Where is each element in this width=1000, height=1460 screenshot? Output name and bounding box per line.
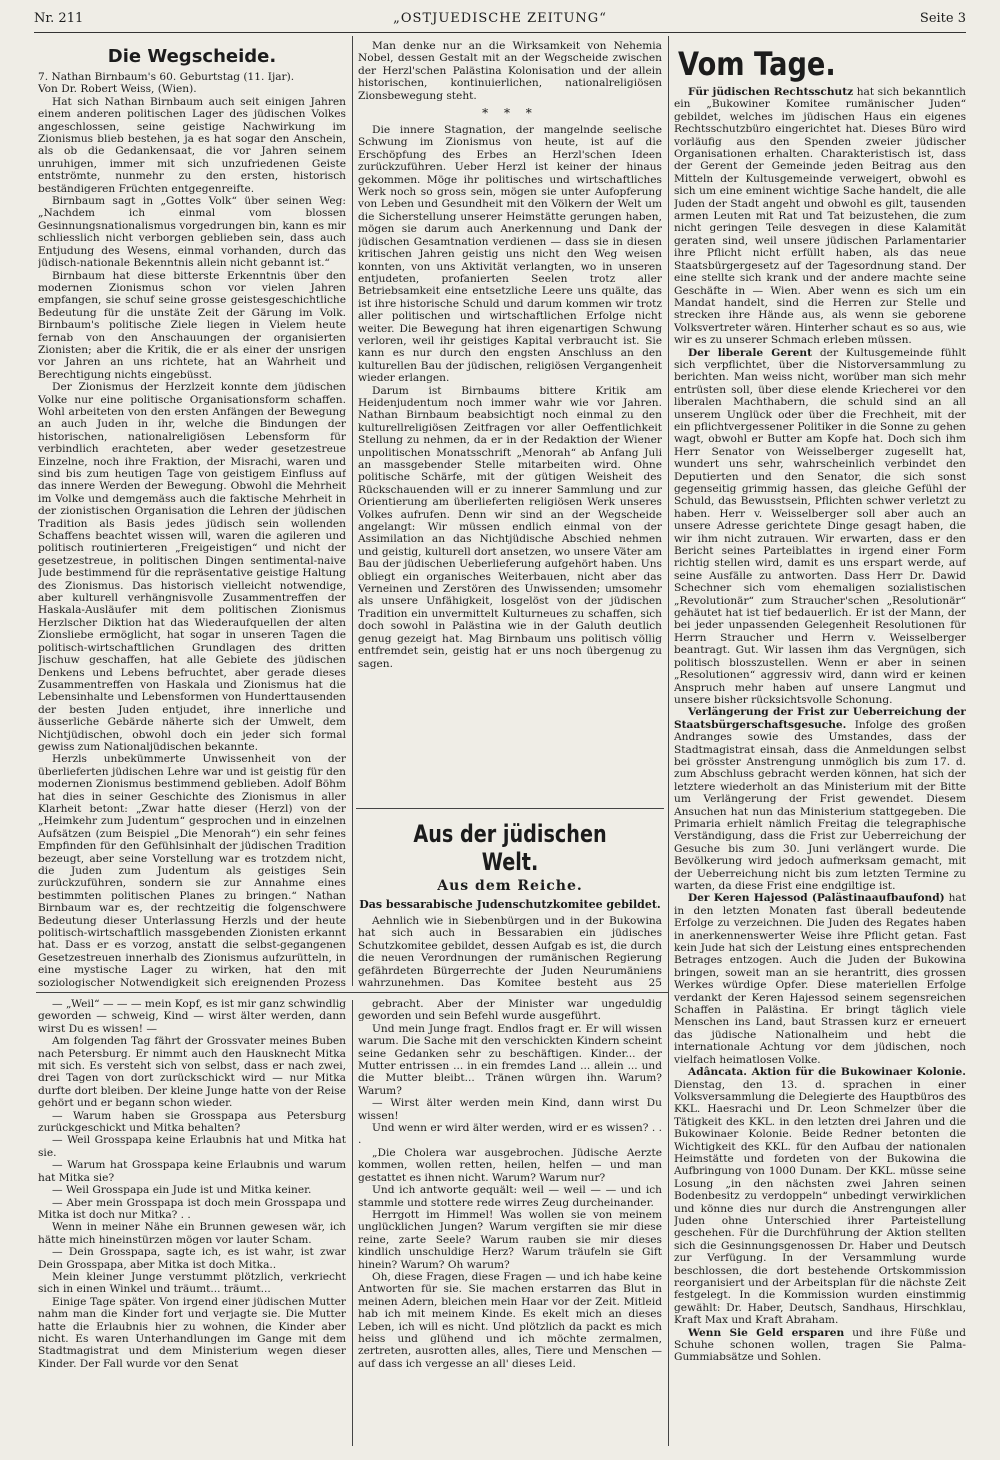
feuilleton-paragraph: Herrgott im Himmel! Was wollen sie von meinem unglücklichen Jungen? Warum vergiften sie mir diese reine, zarte Seele? Warum rauben sie mir dieses kindlich unschuldige Herz? Warum träufeln sie Gift hinein? Warum? Oh warum?: [358, 1208, 662, 1271]
feuilleton-right: [358, 998, 662, 1450]
news-item: Für jüdischen Rechtsschutz hat sich bekanntlich ein „Bukowiner Komitee rumänischer Juden“ gebildet, welches im jüdischen Haus ein eigenes Rechtsschutzbüro eingerichtet hat. Dieses Büro wird vorläufig aus den Spenden zweier jüdischer Organisationen erhalten. Charakteristisch ist, dass der Gerent der Gemeinde jeden Beitrag aus den Mitteln der Kultusgemeinde verweigert, obwohl es sich um eine eminent wichtige Sache handelt, die alle Juden der Stadt angeht und obwohl es gilt, tausenden armen Leuten mit Rat und Tat beizustehen, die zum nicht geringen Teile desvegen in diese Kalamität geraten sind, weil unsere jüdischen Parlamentarier ihre Pflicht nicht erfüllt haben, als das neue Staatsbürgergesetz auf der Tagesordnung stand. Der eine stellte sich krank und der andere machte seine Geschäfte in — Wien. Aber wenn es sich um ein Mandat handelt, sind die Herren zur Stelle und strecken ihre Hände aus, als wenn sie geborene Volksvertreter wären. Hinterher schaut es so aus, wie wir es zu unserer Schmach erleben müssen.: [674, 86, 966, 347]
article-paragraph: Birnbaum hat diese bitterste Erkenntnis über den modernen Zionismus schon vor vielen Jahren empfangen, sie schuf seine grosse geistesgeschichtliche Bedeutung für die unstäte Zeit der Gärung im Volk. Birnbaum's politische Ziele liegen in Vielem heute fernab von den Anschauungen der organisierten Zionisten; aber die Kritik, die er als einer der unsrigen vor Jahren an uns richtete, hat an Wahrheit und Berechtigung nichts eingebüsst.: [38, 269, 346, 381]
vom-tage-section: [674, 40, 966, 1450]
feuilleton-paragraph: Einige Tage später. Von irgend einer jüdischen Mutter nahm man die Kinder fort und verjagte sie. Die Mutter hatte die Erlaubnis hier zu wohnen, die Kinder aber nicht. Es waren Unterhandlungen im Gange mit dem Stadtmagistrat und dem Ministerium wegen dieser Kinder. Der Fall wurde vor den Senat: [38, 1295, 346, 1370]
article-paragraph: Birnbaum sagt in „Gottes Volk“ über seinen Weg: „Nachdem ich einmal vom blossen Gesinnungsnationalismus vorgedrungen bin, kann es mir schliesslich nicht verborgen geblieben sein, dass auch Entjudung des Wesens, einmal vorhanden, durch das jüdisch-nationale Bekenntnis allein nicht gebannt ist.“: [38, 195, 346, 270]
feuilleton-paragraph: Und ich antworte gequält: weil — weil — — und ich stammle und stottere rede wirres Zeug durcheinander.: [358, 1184, 662, 1209]
article-subtitle: 7. Nathan Birnbaum's 60. Geburtstag (11. Ijar).: [38, 71, 295, 83]
wegscheide-continuation: [358, 40, 662, 810]
item-heading: Verlängerung der Frist zur Ueberreichung der Staatsbürgerschaftsgesuche.: [674, 706, 966, 731]
column-rule: [668, 36, 669, 1446]
feuilleton-paragraph: Und wenn er wird älter werden, wird er es wissen? . . .: [358, 1122, 662, 1147]
section-heading: Aus der jüdischen Welt.: [413, 820, 607, 876]
article-paragraph: Darum ist Birnbaums bittere Kritik am Heidenjudentum noch immer wahr wie vor Jahren. Nathan Birnbaum beabsichtigt noch einmal zu den kulturellreligiösen Zeitfragen vor aller Oeffentlichkeit Stellung zu nehmen, da er in der Redaktion der Wiener unpolitischen Monatsschrift „Menorah“ ab Anfang Juli an massgebender Stelle mitarbeiten wird. Ohne politische Schärfe, mit der gütigen Weisheit des Rückschauenden will er zu innerer Sammlung und zur Orientierung am überlieferten religiösen Werk unseres Volkes aufrufen. Denn wir sind an der Wegscheide angelangt: Wir müssen endlich einmal von der Assimilation an das Nichtjüdische Abschied nehmen und geistig, kulturell dort ansetzen, wo unsere Väter am Bau der jüdischen Ueberlieferung aufgehört haben. Uns obliegt ein organisches Weiterbauen, nicht aber das Verneinen und Zerstören des Unwissenden; umsomehr als unsere Unfähigkeit, losgelöst von der jüdischen Tradition ein unvermittelt Kulturneues zu schaffen, sich doch sowohl in Palästina wie in der Galuth deutlich genug gezeigt hat. Mag Birnbaum uns politisch völlig entfremdet sein, geistig hat er uns noch übergenug zu sagen.: [358, 384, 662, 670]
feuilleton-paragraph: — Warum haben sie Grosspapa aus Petersburg zurückgeschickt und Mitka behalten?: [38, 1109, 346, 1135]
section-stars: * * *: [482, 106, 538, 121]
feuilleton-paragraph: Oh, diese Fragen, diese Fragen — und ich habe keine Antworten für sie. Sie machen erstarren das Blut in meinen Adern, bleichen mein Haar vor der Zeit. Mitleid hab ich mit meinem Kinde. Es ekelt mich an dieses Leben, ich will es nicht. Und plötzlich da packt es mich heiss und glühend und ich möchte zermalmen, zertreten, ausrotten alles, alles, Tiere und Menschen — auf dass ich vergesse an all' dieses Leid.: [358, 1270, 662, 1370]
section-subheading: Aus dem Reiche.: [437, 878, 583, 894]
news-item: Der liberale Gerent der Kultusgemeinde fühlt sich verpflichtet, über die Nistorversammlung zu berichten. Man weiss nicht, worüber man sich mehr entrüsten soll, über diese elende Kriecherei vor den liberalen Machthabern, die schuld sind an all unserem Unglück oder über die Frechheit, mit der ein pflichtvergessener Politiker in die Sonne zu gehen wagt, obwohl er Butter am Kopfe hat. Doch sich ihm Herr Senator von Weisselberger zugesellt hat, wundert uns sehr, wahrscheinlich verbindet den Deputierten und den Senator, die sich sonst gegenseitig grimmig hassen, das gleiche Gefühl der Schuld, das Bewusstsein, Pflichten schwer verletzt zu haben. Herr v. Weisselberger soll aber auch an unsere Adresse gerichtete Dinge gesagt haben, die wir ihm nicht zutrauen. Wir erwarten, dass er den Bericht seines Parteiblattes in irgend einer Form richtig stellen wird, damit es uns erspart werde, auf seine Ausfälle zu antworten. Dass Herr Dr. Dawid Schechner sich vom ehemaligen sozialistischen „Revolutionär“ zum Straucher'schen „Resolutionär“ gehäutet hat ist tief bedauerlich. Er ist der Mann, der bei jeder unpassenden Gelegenheit Resolutionen für Herrn Straucher und Herrn v. Weisselberger beantragt. Gut. Wir lassen ihm das Vergnügen, sich politisch blosszustellen. Wenn er aber in seinen „Resolutionen“ aggressiv wird, dann wird er keinen Anspruch mehr haben auf unsere Langmut und unsere bisher rücksichtsvolle Schonung.: [674, 346, 966, 706]
column-rule: [352, 1000, 353, 1446]
feuilleton-paragraph: — Dein Grosspapa, sagte ich, es ist wahr, ist zwar Dein Grosspapa, aber Mitka ist doch Mitka..: [38, 1246, 346, 1271]
feuilleton-paragraph: Und mein Junge fragt. Endlos fragt er. Er will wissen warum. Die Sache mit den verschickten Kindern scheint seine Gedanken sehr zu beschäftigen. Kinder... der Mutter entrissen ... in ein fremdes Land ... allein ... und die Mutter bleibt... Tränen würgen ihn. Warum? Warum?: [358, 1022, 662, 1097]
feuilleton-paragraph: — Weil Grosspapa ein Jude ist und Mitka keiner.: [52, 1184, 312, 1197]
column-rule: [352, 36, 353, 986]
section-heading: Vom Tage.: [678, 45, 836, 83]
item-heading: Wenn Sie Geld ersparen: [688, 1326, 845, 1339]
article-paragraph: Hat sich Nathan Birnbaum auch seit einigen Jahren einem anderen politischen Lager des jüdischen Volkes angeschlossen, seine geistige Nachwirkung im Zionismus blieb bestehen, ja es hat sogar den Anschein, als ob die Gedankensaat, die vor Jahren seinem unruhigen, immer mit sich unzufriedenen Geiste entströmte, nunmehr zu den ersten, historisch beständigeren Früchten entgegenreifte.: [38, 95, 346, 195]
article-paragraph: Der Zionismus der Herzlzeit konnte dem jüdischen Volke nur eine politische Organisationsform schaffen. Wohl arbeiteten von den ersten Anfängen der Bewegung an auch Juden in ihr, welche die Bindungen der historischen, nationalreligiösen Lebensform für verbindlich erachteten, aber weder gesetzestreue Einzelne, noch ihre Fraktion, der Misrachi, waren und sind bis zum heutigen Tage von geistigem Einfluss auf das innere Werden der Bewegung. Obwohl die Mehrheit im Volke und demgemäss auch die faktische Mehrheit in der zionistischen Organisation die Lehren der jüdischen Tradition als Basis jedes jüdisch sein wollenden Schaffens beachtet wissen will, waren die agileren und politisch routinierteren „Freigeistigen“ und nicht der gesetzestreue, in politischen Dingen sentimental-naive Jude bestimmend für die repräsentative geistige Haltung des Zionismus. Das historisch vielleicht notwendige, aber kulturell verhängnisvolle Zusammentreffen der Haskala-Ausläufer mit dem politischen Zionismus Herzlscher Diktion hat das Wiederaufquellen der alten Zionsliebe ermöglicht, hat sogar in unseren Tagen die politisch-wirtschaftlichen Grundlagen des dritten Jischuw geschaffen, hat alle Gebiete des jüdischen Denkens und Lebens befruchtet, aber gerade dieses Zusammentreffen von Haskala und Zionismus hat die Lebensinhalte und Lebensformen von Hunderttausenden der besten Juden entjudet, ihre innerliche und äusserliche Gebärde näherte sich der Umwelt, dem Nichtjüdischen, obwohl doch ein jeder sich formal gewiss zum Nationaljüdischen bekannte.: [38, 381, 346, 753]
wegscheide-article: [38, 40, 346, 990]
feuilleton-paragraph: — Aber mein Grosspapa ist doch mein Grosspapa und Mitka ist doch nur Mitka? . .: [38, 1196, 346, 1221]
newspaper-title: „OSTJUEDISCHE ZEITUNG“: [393, 11, 607, 26]
news-item: Adâncata. Aktion für die Bukowinaer Kolonie. Dienstag, den 13. d. sprachen in einer Volksversammlung die Delegierte des Hauptbüros des KKL. Haesrachi und Dr. Leon Schmelzer über die Tätigkeit des KKL. in den letzten drei Jahren und die Bukowinaer Kolonie. Beide Redner betonten die Wichtigkeit des KKL. für den Aufbau der nationalen Heimstätte und fordeten von der Bukowina die Aufbringung von 1000 Dunam. Der KKL. müsse seine Losung „in den nächsten zwei Jahren seinen Bodenbesitz zu verdoppeln“ unbedingt verwirklichen und könne dies nur durch die Anstrengungen aller Juden ohne Unterschied ihrer Parteistellung geschehen. Für die Durchführung der Aktion stellten sich die Gesinnungsgenossen Dr. Haber und Deutsch zur Verfügung. In der Versammlung wurde beschlossen, die dort bestehende Ortskommission reorganisiert und der Arbeitsplan für die nächste Zeit festgelegt. In die Kommission wurden einstimmig gewählt: Dr. Haber, Deutsch, Sandhaus, Hirschklau, Kraft Max und Kraft Abraham.: [674, 1066, 966, 1327]
page-header: [34, 6, 966, 33]
article-paragraph: Die innere Stagnation, der mangelnde seelische Schwung im Zionismus von heute, ist auf die Erschöpfung des Erbes an Herzl'schen Ideen zurückzuführen. Ueber Herzl ist keiner der hinaus gekommen. Möge ihr politisches und wirtschaftliches Werk noch so gross sein, mögen sie unter Aufopferung von Leben und Gesundheit mit den Völkern der Welt um die Sicherstellung unserer Heimstätte gerungen haben, mögen sie darum auch Anerkennung und Dank der jüdischen Gesamtnation verdienen — dass sie in diesen kritischen Jahren geistig uns nicht den Weg weisen konnten, von uns Aktivität verlangten, wo in unseren entjudeten, profanierten Seelen trotz aller Betriebsamkeit eine entsetzliche Leere uns quälte, das ist ihre historische Schuld und darum kommen wir trotz aller politischen und wirtschaftlichen Erfolge nicht weiter. Die Bewegung hat ihren eigenartigen Schwung verloren, weil ihr geistiges Kapital verbraucht ist. Sie kann es nur durch den engsten Anschluss an den kulturellen Bau der jüdischen, religiösen Vergangenheit wieder erlangen.: [358, 124, 662, 385]
item-heading: Das bessarabische Judenschutzkomitee gebildet.: [359, 898, 661, 911]
feuilleton-paragraph: — „Weil“ — — — mein Kopf, es ist mir ganz schwindlig geworden — schweig, Kind — wirst älter werden, dann wirst Du es wissen! —: [38, 998, 346, 1035]
feuilleton-paragraph: Am folgenden Tag fährt der Grossvater meines Buben nach Petersburg. Er nimmt auch den Hausknecht Mitka mit sich. Es versteht sich von selbst, dass er nach zwei, drei Tagen von dort zurückschickt wird — nur Mitka durfte dort bleiben. Der kleine Junge hatte von der Reise gehört und er begann schon wieder.: [38, 1035, 346, 1110]
page-number: Seite 3: [919, 11, 966, 26]
feuilleton-paragraph: — Wirst älter werden mein Kind, dann wirst Du wissen!: [358, 1097, 662, 1122]
article-byline: Von Dr. Robert Weiss, (Wien).: [38, 83, 197, 96]
item-heading: Adâncata. Aktion für die Bukowinaer Kolonie.: [688, 1066, 966, 1079]
feuilleton-left: [38, 998, 346, 1450]
article-paragraph: Aehnlich wie in Siebenbürgen und in der Bukowina hat sich auch in Bessarabien ein jüdisches Schutzkomitee gebildet, dessen Aufgab es ist, die durch die neuen Verordnungen der rumänischen Regierung gefährdeten Bürgerrechte der Juden Neurumäniens wahrzunehmen. Das Komitee besteht aus 25: [358, 915, 662, 990]
issue-number: Nr. 211: [34, 11, 84, 26]
feuilleton-paragraph: Mein kleiner Junge verstummt plötzlich, verkriecht sich in einen Winkel und träumt... träumt...: [38, 1270, 346, 1296]
item-heading: Für jüdischen Rechtsschutz: [688, 86, 854, 98]
feuilleton-paragraph: gebracht. Aber der Minister war ungeduldig geworden und sein Befehl wurde ausgeführt.: [358, 998, 662, 1023]
item-heading: Der Keren Hajessod (Palästinaaufbaufond): [688, 892, 945, 905]
feuilleton-paragraph: „Die Cholera war ausgebrochen. Jüdische Aerzte kommen, wollen retten, heilen, helfen — und man gestattet es ihnen nicht. Warum? Warum nur?: [358, 1146, 662, 1184]
feuilleton-paragraph: Wenn in meiner Nähe ein Brunnen gewesen wär, ich hätte mich hineinstürzen mögen vor lauter Scham.: [38, 1221, 346, 1246]
news-item: Verlängerung der Frist zur Ueberreichung der Staatsbürgerschaftsgesuche. Infolge des großen Andranges sowie des Umstandes, dass der Stadtmagistrat einsah, dass die Anmeldungen selbst bei grösster Anstrengung unmöglich bis zum 17. d. zum Abschluss gebracht werden können, hat sich der letztere wiederholt an das Ministerium mit der Bitte um Verlängerung der Frist gewendet. Diesem Ansuchen hat nun das Ministerium stattgegeben. Die Primaria erhielt nämlich Freitag die telegraphische Verständigung, dass die Frist zur Ueberreichung der Gesuche bis zum 30. Juni verlängert wurde. Die Bevölkerung wird jedoch aufmerksam gemacht, mit der Ueberreichung nicht bis zum letzten Termine zu warten, da diese Frist eine endgiltige ist.: [674, 706, 966, 892]
feuilleton-paragraph: — Weil Grosspapa keine Erlaubnis hat und Mitka hat sie.: [38, 1134, 346, 1159]
news-item: Der Keren Hajessod (Palästinaaufbaufond) hat in den letzten Monaten fast überall bedeutende Erfolge zu verzeichnen. Die Juden des Regates haben in anerkennenswerter Weise ihre Pflicht getan. Fast kein Jude hat sich der Leistung eines entsprechenden Betrages entzogen. Auch die Juden der Bukowina bringen, soweit man an sie herantritt, dies grossen Werkes würdige Opfer. Diese materiellen Erfolge verdankt der Keren Hajessod seinem segensreichen Schaffen in Palästina. Er bringt täglich viele Menschen ins Land, baut Strassen kurz er erneuert das jüdische Nationalheim und hebt die internationale Achtung vor dem jüdischen, noch vielfach heimatlosen Volke.: [674, 892, 966, 1066]
item-heading: Der liberale Gerent: [688, 346, 813, 359]
article-paragraph: Herzls unbekümmerte Unwissenheit von der überlieferten jüdischen Lehre war und ist geistig für den modernen Zionismus bestimmend geblieben. Adolf Böhm hat dies in seiner Geschichte des Zionismus in aller Klarheit betont: „Zwar hatte dieser (Herzl) von der „Heimkehr zum Judentum“ gesprochen und in einzelnen Aufsätzen (zum Beispiel „Die Menorah“) ein sehr feines Empfinden für den Gefühlsinhalt der jüdischen Tradition bezeugt, aber seine Vorstellung war es trotzdem nicht, die Juden zum Judentum als geistiges Sein zurückzuführen, sondern sie zur Annahme eines bestimmten politischen Planes zu bringen.“ Nathan Birnbaum war es, der rechtzeitig die folgenschwere Bedeutung dieser Unterlassung Herzls und der heute politisch-wirtschaftlich massgebenden Zionisten erkannt hat. Dass er es vorzog, anstatt die selbst-gegangenen Gesetzestreuen innerhalb des Zionismus aufzurütteln, in eine mystische Lager zu wirken, hat den mit soziologischer Notwendigkeit sich ereignenden Prozess: [38, 753, 346, 989]
article-title: Die Wegscheide.: [107, 46, 277, 67]
juedische-welt-section: [358, 812, 662, 990]
feuilleton-paragraph: — Warum hat Grosspapa keine Erlaubnis und warum hat Mitka sie?: [38, 1159, 346, 1184]
feuilleton-rule: [36, 992, 668, 993]
article-paragraph: Man denke nur an die Wirksamkeit von Nehemia Nobel, dessen Gestalt mit an der Wegscheide zwischen der Herzl'schen Palästina Kolonisation und der allein historischen, kontinuierlichen, nationalreligiösen Zionsbewegung steht.: [358, 40, 662, 102]
news-item: Wenn Sie Geld ersparen und ihre Füße und Schuhe schonen wollen, tragen Sie Palma-Gummiabsätze und Sohlen.: [674, 1326, 966, 1364]
